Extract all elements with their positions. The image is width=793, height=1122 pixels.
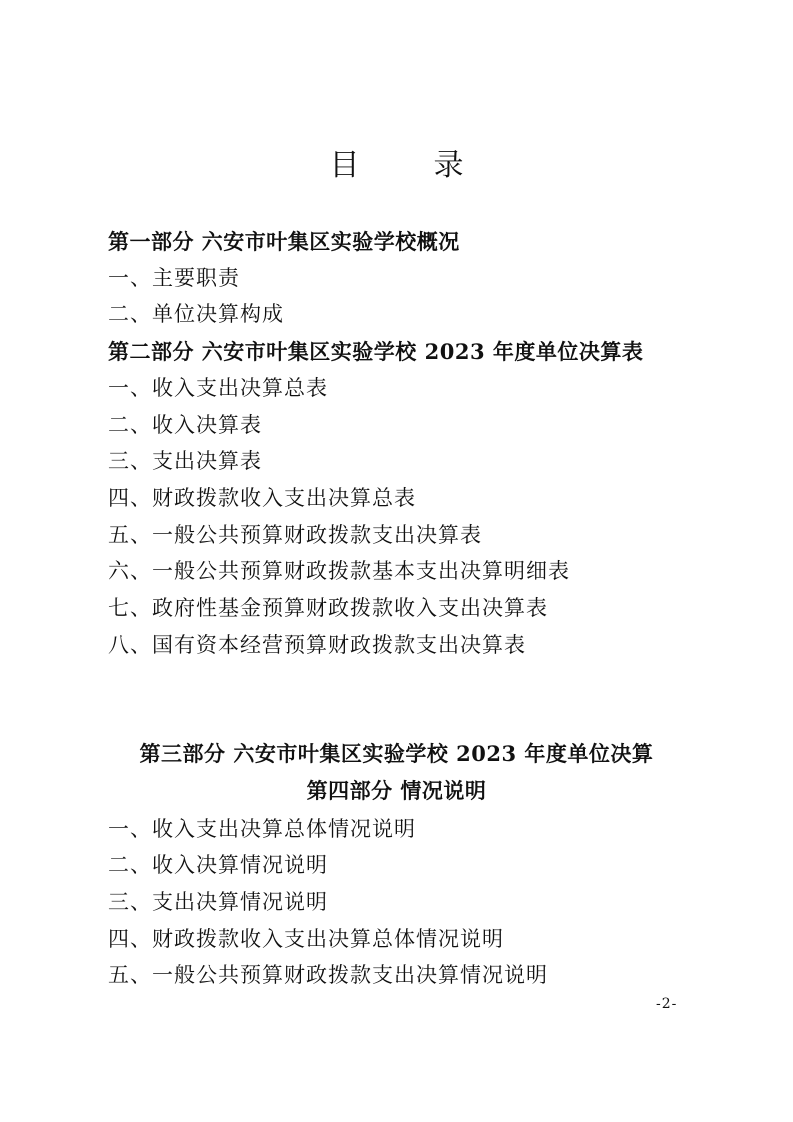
part4-item-4: 四、财政拨款收入支出决算总体情况说明	[108, 927, 504, 951]
part4-item-3: 三、支出决算情况说明	[108, 890, 328, 914]
toc-title: 目 录	[329, 148, 486, 183]
part2-item-3: 三、支出决算表	[108, 449, 262, 473]
part4-item-5: 五、一般公共预算财政拨款支出决算情况说明	[108, 963, 548, 987]
part2-item-5: 五、一般公共预算财政拨款支出决算表	[108, 523, 482, 547]
part4-item-2: 二、收入决算情况说明	[108, 853, 328, 877]
part1-item-1: 一、主要职责	[108, 266, 240, 290]
part1-item-2: 二、单位决算构成	[108, 302, 284, 326]
part1-heading: 第一部分 六安市叶集区实验学校概况	[108, 229, 460, 254]
part2-item-7: 七、政府性基金预算财政拨款收入支出决算表	[108, 596, 548, 620]
part2-item-2: 二、收入决算表	[108, 413, 262, 437]
page-number: -2-	[656, 996, 678, 1012]
part2-heading: 第二部分 六安市叶集区实验学校 2023 年度单位决算表	[108, 339, 644, 364]
part2-item-8: 八、国有资本经营预算财政拨款支出决算表	[108, 633, 526, 657]
part4-heading: 第四部分 情况说明	[306, 778, 487, 803]
part4-item-1: 一、收入支出决算总体情况说明	[108, 817, 416, 841]
part3-heading: 第三部分 六安市叶集区实验学校 2023 年度单位决算	[139, 741, 654, 766]
part2-item-1: 一、收入支出决算总表	[108, 376, 328, 400]
part2-item-4: 四、财政拨款收入支出决算总表	[108, 486, 416, 510]
part2-item-6: 六、一般公共预算财政拨款基本支出决算明细表	[108, 559, 570, 583]
